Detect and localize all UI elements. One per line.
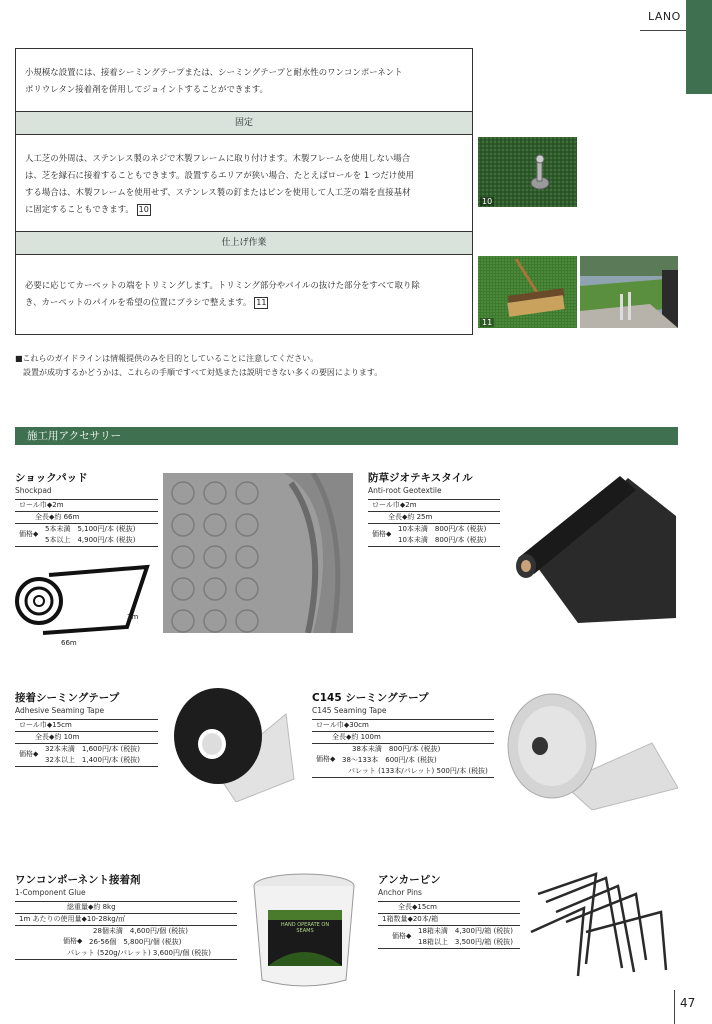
adhesive-tape-subtitle: Adhesive Seaming Tape: [15, 706, 105, 715]
c145-price: 価格◆ 38本未満 800円/本 (税抜) 38〜133本 600円/本 (税抜) パレット (133本/パレット) 500円/本 (税抜): [312, 743, 494, 778]
product-geotextile: [368, 470, 500, 547]
photo-broom: [478, 256, 577, 328]
product-adhesive-tape: [15, 690, 158, 767]
brand-label: LANO: [648, 10, 681, 23]
fix-line-1: 人工芝の外周は、ステンレス製のネジで木製フレームに取り付けます。木製フレームを使用しない場合: [25, 153, 411, 163]
fix-line-4: に固定することもできます。 10: [25, 204, 149, 214]
anchor-title: アンカーピン: [378, 874, 441, 886]
geotextile-length: 全長◆約 25m: [368, 511, 500, 523]
adhesive-tape-length: 全長◆約 10m: [15, 731, 158, 743]
photo-glue-bucket: [246, 868, 364, 990]
glue-price: 価格◆ 28個未満 4,600円/個 (税抜) 26-56個 5,800円/個 (税抜) パレット (520g/パレット) 3,600円/個 (税抜): [15, 925, 237, 960]
geotextile-width: ロール巾◆2m: [368, 499, 500, 511]
glue-usage: 1m あたりの使用量◆10-28kg/㎡: [15, 913, 237, 925]
photo-10-label: 10: [482, 197, 493, 206]
notice-line-1: ■これらのガイドラインは情報提供のみを目的としていることに注意してください。: [15, 354, 319, 363]
geotextile-title: 防草ジオテキスタイル: [368, 472, 473, 484]
accessories-heading: 施工用アクセサリー: [15, 427, 678, 445]
shockpad-price: 価格◆ 5本未満 5,100円/本 (税抜) 5本以上 4,900円/本 (税抜): [15, 523, 158, 547]
glue-bucket-label: HAND OPERATE ON SEAMS: [280, 922, 330, 934]
product-glue: [15, 872, 237, 960]
shockpad-roll-diagram: [15, 555, 155, 650]
adhesive-tape-title: 接着シーミングテープ: [15, 692, 120, 704]
photo-field: [580, 256, 678, 328]
photo-geotextile: [508, 468, 678, 628]
installation-box: [15, 48, 473, 335]
finish-line-1: 必要に応じてカーペットの端をトリミングします。トリミング部分やパイルの抜けた部分をすべて取り除: [25, 280, 420, 290]
product-c145-tape: [312, 690, 494, 778]
intro-line-2: ポリウレタン接着剤を併用してジョイントすることができます。: [25, 84, 268, 94]
notice: [15, 352, 382, 380]
photo-c145-tape: [502, 688, 678, 810]
adhesive-tape-width: ロール巾◆15cm: [15, 719, 158, 731]
photo-anchor-pins: [526, 872, 676, 980]
anchor-count: 1箱数量◆20本/箱: [378, 913, 520, 925]
footer-divider: [674, 990, 675, 1024]
c145-subtitle: C145 Seaming Tape: [312, 706, 387, 715]
shockpad-length: 全長◆約 66m: [15, 511, 158, 523]
geotextile-subtitle: Anti-root Geotextile: [368, 486, 442, 495]
c145-title: C145 シーミングテープ: [312, 692, 429, 704]
glue-title: ワンコンポーネント接着剤: [15, 874, 141, 886]
anchor-length: 全長◆15cm: [378, 901, 520, 913]
side-tab: [686, 0, 712, 94]
product-anchor-pins: [378, 872, 520, 949]
anchor-price: 価格◆ 18箱未満 4,300円/箱 (税抜) 18箱以上 3,500円/箱 (税抜): [378, 925, 520, 949]
c145-width: ロール巾◆30cm: [312, 719, 494, 731]
finishing-heading: 仕上げ作業: [16, 231, 472, 255]
finish-ref: 11: [256, 298, 267, 307]
photo-adhesive-tape: [166, 684, 298, 802]
fixing-heading: 固定: [16, 111, 472, 135]
anchor-subtitle: Anchor Pins: [378, 888, 422, 897]
product-shockpad: [15, 470, 158, 547]
fix-line-2: は、芝を縁石に接着することもできます。設置するエリアが狭い場合、たとえばロールを 1 つだけ使用: [25, 170, 415, 180]
geotextile-price: 価格◆ 10本未満 800円/本 (税抜) 10本未満 800円/本 (税抜): [368, 523, 500, 547]
adhesive-tape-price: 価格◆ 32本未満 1,600円/本 (税抜) 32本以上 1,400円/本 (税抜): [15, 743, 158, 767]
notice-line-2: 設置が成功するかどうかは、これらの手順ですべて対処または説明できない多くの要因によります。: [23, 368, 383, 377]
intro-line-1: 小規模な設置には、接着シーミングテープまたは、シーミングテープと耐水性のワンコンポーネント: [25, 67, 403, 77]
glue-weight: 総重量◆約 8kg: [15, 901, 237, 913]
shockpad-subtitle: Shockpad: [15, 486, 52, 495]
photo-screw-turf: [478, 137, 577, 207]
shockpad-width: ロール巾◆2m: [15, 499, 158, 511]
fix-ref: 10: [138, 205, 149, 214]
glue-subtitle: 1-Component Glue: [15, 888, 86, 897]
finish-line-2: き、カーペットのパイルを希望の位置にブラシで整えます。 11: [25, 297, 267, 307]
shockpad-dim-width: 2m: [127, 613, 139, 621]
fix-line-3: する場合は、木製フレームを使用せず、ステンレス製の釘またはピンを使用して人工芝の端を直接基材: [25, 187, 411, 197]
photo-11-label: 11: [482, 318, 493, 327]
shockpad-dim-length: 66m: [61, 639, 77, 647]
c145-length: 全長◆約 100m: [312, 731, 494, 743]
page-number: 47: [680, 996, 696, 1010]
photo-shockpad: [163, 473, 353, 633]
shockpad-title: ショックパッド: [15, 472, 88, 484]
